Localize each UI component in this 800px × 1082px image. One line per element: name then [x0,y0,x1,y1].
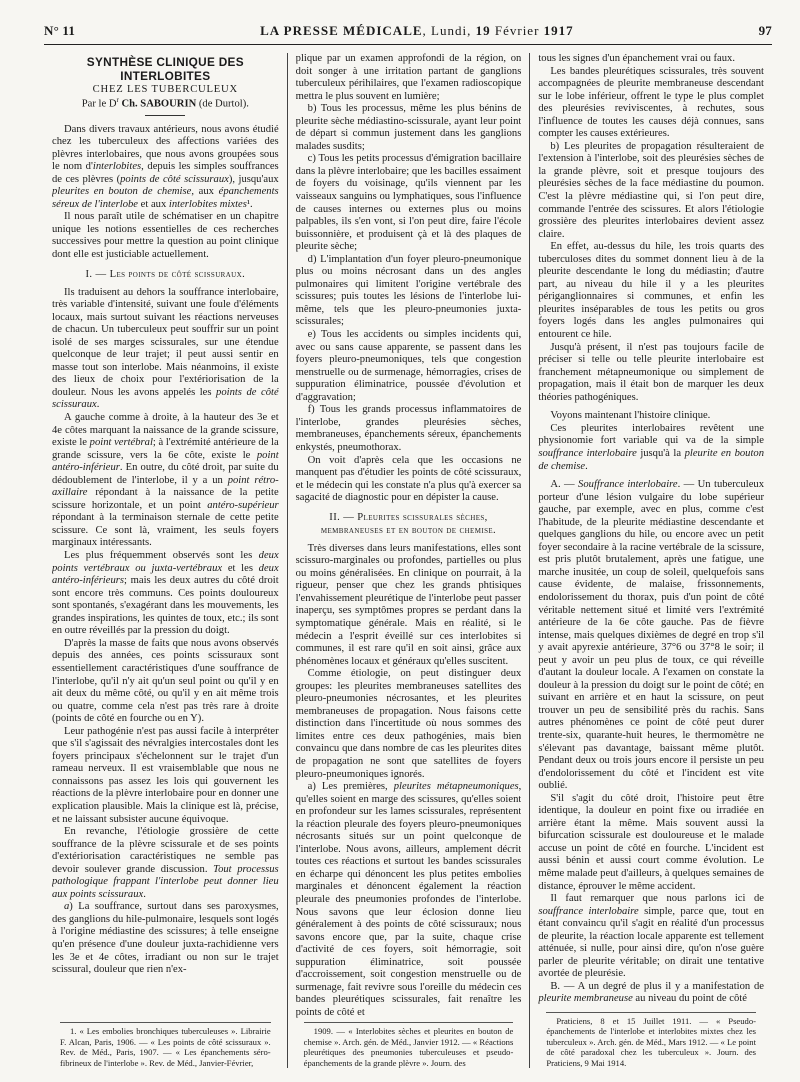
header-rule [44,44,772,45]
section-heading-2: II. — Pleurites scissurales sèches, membraneuses et en bouton de chemise. [320,511,497,536]
date-year: 1917 [543,23,574,38]
paragraph: plique par un examen approfondi de la région, on doit songer à une irritation partant de ganglions tuberculeux périhilaires, que l'examen radioscopique mettra le plus souvent en lumière; [295,53,522,102]
paragraph: En effet, au-dessus du hile, les trois quarts des tuberculoses dites du sommet donnent lieu à de la pleurite descendante le long du médiastin; d'autre part, au niveau du hile il y a les pleurites périganglionnaires si communes, et enfin les pleurites inséparables de tous les petits ou gros foyers logés dans les angles pulmonaires qui entourent ce hile. [538,241,764,341]
article-subtitle: CHEZ LES TUBERCULEUX [92,84,238,95]
page-header [44,20,772,42]
footnote-area [304,1022,514,1068]
footnote-area [60,1022,271,1068]
date-month: Février [490,23,544,38]
paragraph: A gauche comme à droite, à la hauteur des 3e et 4e côtes marquant la naissance de la grande scissure, existe le point vertébral; à l'extrémité antérieure de la grande scissure, vers la 6e côte, existe le point antéro-inférieur. En outre, du côté droit, par suite du dédoublement de l'interlobe, il y a un point rétro-axillaire répondant à la naissance de la petite scissure horizontale, et un point antéro-supérieur répondant à la terminaison sternale de cette petite scissure. Ce sont là, vraiment, les seuls foyers marginaux intéressants. [52,412,279,549]
column-2 [287,53,530,1068]
column-1 [44,53,287,1068]
paragraph: Les bandes pleurétiques scissurales, très souvent accompagnées de pleurite membraneuse descendant sur le lobe inférieur, offrent le type le plus complet des pleurésies reviviscentes, à rechutes, sous l'influence de toutes les causes déjà connues, sans compter les causes extérieures. [538,65,764,140]
paragraph: b) Les pleurites de propagation résulteraient de l'extension à l'interlobe, soit des pleurésies sèches de la grande plèvre, soit et presque toujours des pleurésies sèches de la face médiastine du poumon. C'est la plèvre médiastine qui, si l'on peut dire, commande l'entrée des scissures. Et alors l'étiologie grossière des pleurites interlobaires devient assez claire. [538,140,764,240]
date-prefix: , Lundi, [422,23,476,38]
journal-title-line [260,23,574,39]
paragraph: tous les signes d'un épanchement vrai ou faux. [538,53,735,64]
paragraph: Leur pathogénie n'est pas aussi facile à interpréter que s'il s'agissait des névralgies intercostales dont les foyers principaux s'échelonnent sur le trajet d'un rameau nerveux. Il est vraisemblable que nous ne connaissons pas assez les lois qui gouvernent les réactions de la plèvre interlobaire pour en donner une explication plausible. Mais la clinique est là, précise, et ne laissant subsister aucune équivoque. [52,725,279,825]
footnote-area [546,1012,756,1068]
paragraph: D'après la masse de faits que nous avons observés depuis des années, ces points scissuraux sont essentiellement caractéristiques d'une souffrance de l'interlobe, qu'il n'y ait qu'un seul point ou qu'il y en ait deux du même côté, ou qu'il y en ait même trois ou quatre, comme cela n'est pas très rare à droite (points de côté en fourche ou en Y). [52,637,279,725]
paragraph: Ils traduisent au dehors la souffrance interlobaire, très variable d'intensité, suivant une foule d'éléments locaux, mais surtout suivant les réactions nerveuses de chacun. Un tuberculeux peut souffrir sur un point isolé de ses marges scissurales, sur une étendue quelconque de leur trajet; il peut aussi sentir en masse tout son interlobe. Mais néanmoins, il existe des lieux de choix pour l'extériorisation de la douleur. Nous les avons appelés les points de côté scissuraux. [52,286,279,411]
paragraph: Voyons maintenant l'histoire clinique. [550,410,711,422]
paragraph: S'il s'agit du côté droit, l'histoire peut être identique, la douleur en point fixe ou irradiée en arrière étant la même. Mais souvent aussi la bifurcation scissurale est douloureuse et le malade accuse un point de côté en fourche. L'incident est aussi bénin et aussi court comme évolution. Le même malade peut d'ailleurs, à quelques semaines de distance, éprouver le même accident. [538,792,764,892]
footnote: 1. « Les embolies bronchiques tuberculeuses ». Librairie F. Alcan, Paris, 1906. — « Les points de côté scissuraux ». Rev. de Méd., Paris, 1907. — « Les épanchements séro-fibrineux de l'interlobe ». Rev. de Méd., Janvier-Février, [60,1026,271,1068]
paragraph: Très diverses dans leurs manifestations, elles sont scissuro-marginales ou profondes, partielles ou plus ou moins généralisées. En clinique on pourrait, à la rigueur, penser que chez les grands phtisiques l'envahissement pleurétique de l'interlobe peut passer inaperçu, ses symptômes propres se perdant dans la symptomatique générale. Mais en réalité, si le médecin a l'esprit éveillé sur ces interlobites si communes, il est rare qu'il en soit ainsi, grâce aux phénomènes locaux et généraux qu'elles suscitent. [295,542,522,667]
page-number: 97 [758,23,772,38]
paragraph: d) L'implantation d'un foyer pleuro-pneumonique plus ou moins nécrosant dans un des angles pulmonaires qui limitent l'origine vertébrale des scissures; puis toutes les lésions de l'interlobe lui-même, tels que les pleuro-pneumonies juxta-scissurales; [295,253,522,328]
paragraph: Jusqu'à présent, il n'est pas toujours facile de préciser si telle ou telle pleurite interlobaire est franchement métapneumonique ou simplement de propagation, mais il était bon de marquer les deux théories pathogéniques. [538,341,764,403]
paragraph: On voit d'après cela que les occasions ne manquent pas d'étudier les points de côté scissuraux, et le médecin qui les constate n'a plus qu'à exercer sa sagacité de diagnostic pour en dépister la cause. [295,454,522,504]
column-3 [529,53,772,1068]
section-heading-1: I. — Les points de côté scissuraux. [85,268,246,280]
article-title: SYNTHÈSE CLINIQUE DES INTERLOBITES [86,55,244,83]
date-day: 19 [475,23,491,38]
footnote: Praticiens, 8 et 15 Juillet 1911. — « Pseudo-épanchements de l'interlobe et interlobites mixtes chez les tuberculeux ». Arch. gén. de Méd., Mars 1912. — « Le point de côté paradoxal chez les tuberculeux ». Journ. des Praticiens, 9 Mai 1914. [546,1015,756,1068]
paragraph: a) Les premières, pleurites métapneumoniques, qu'elles soient en marge des scissures, qu'elles soient en profondeur sur les lames scissurales, représentent la réaction pleurale des foyers pleuro-pneumoniques nécrosants situés sur un point quelconque de l'interlobe. Nous avons, ailleurs, amplement décrit toutes ces réactions et surtout les bandes scissurales en écharpe qui dénoncent les plus petites embolies marginales et dénoncent également la réaction pleurale des pneumonies profondes de l'interlobe. Nous savons que leur éclosion donne lieu généralement à des points de côté scissuraux; nous savons encore que, par la suite, chaque crise d'activité de ces foyers, soit hémorragie, soit suppuration éliminatrice, soit poussée d'accroissement, soit congestion menstruelle ou de surmenage, fait revivre sous l'oreille du médecin ces bandes pleurétiques scissurales, fait renaître les points de côté et [295,781,522,1018]
paragraph: Les plus fréquemment observés sont les deux points vertébraux ou juxta-vertébraux et les deux antéro-inférieurs; mais les deux autres du côté droit sont encore très communs. Ces points douloureux sont spontanés, s'exagérant dans les mouvements, les grandes inspirations, les quintes de toux, etc.; ils sont en outre réveillés par la pression du doigt. [52,550,279,637]
paragraph: c) Tous les petits processus d'émigration bacillaire dans la plèvre interlobaire; que les bacilles essaiment de foyers du voisinage, qu'ils viennent par les vaisseaux sanguins ou lymphatiques, sous l'influence de causes internes ou externes plus ou moins palpables, ils s'en vont, si l'on peut dire, faire l'école buissonnière, et produisent çà et là des plaques de pleurite sèche; [295,153,522,253]
article-columns [44,53,772,1068]
paragraph: En revanche, l'étiologie grossière de cette souffrance de la plèvre scissurale et de ses points d'extériorisation caractéristiques ne semble pas devoir soulever grande discussion. Tout processus pathologique frappant l'interlobe peut donner lieu aux points scissuraux. [52,826,279,900]
issue-number: N° 11 [44,23,76,38]
title-rule [145,115,185,116]
article-byline: Par le $D^r$ Ch. SABOURIN (de Durtol). [81,96,249,110]
paragraph: Il faut remarquer que nous parlons ici de souffrance interlobaire simple, parce que, tout en étant convaincu qu'il s'agit en réalité d'un processus de pleurite, la réaction locale apparente est tellement atténuée, si nulle, pour ainsi dire, qu'on n'ose guère parler de pleurite véritable; on dirait une tentative avortée de pleurésie. [538,893,764,980]
paragraph: A. — Souffrance interlobaire. — Un tuberculeux porteur d'une lésion vulgaire du lobe supérieur gauche, par exemple, avec en plus, comme c'est l'habitude, de la pleurite médiastine descendante et quelques ganglions du hile, ou encore avec un petit foyer secondaire à la racine vertébrale de la scissure, est pris plutôt brutalement, après une fatigue, une marche inusitée, un coup de soleil, quelquefois sans cause évidente, de malaise, frissonnements, endolorissement du thorax, puis d'un point de côté véritable nettement situé et limité vers l'extrémité antérieure de la 6e côte gauche. Pas de fièvre intense, mais quelques dixièmes de degré en trop s'il y avait apyrexie antérieure, 37°6 ou 37°8 le soir; il peut y avoir un peu plus de toux, ce qui réveille d'autant la douleur locale. A l'examen on constate la douleur à la pression du doigt sur le point de côté; en suivant en arrière et en haut la scissure, on peut trouver un peu de sensibilité près du rachis. Sans autres phénomènes ce point de côté peut durer trente-six, quarante-huit heures, le thermomètre ne s'élevant pas davantage, baissant même plutôt. Pendant deux ou trois jours encore il persiste un peu d'endolorissement du côté et l'incident est vite oublié. [538,479,764,792]
paragraph: a) La souffrance, surtout dans ses paroxysmes, des ganglions du hile-pulmonaire, lesquels sont logés à l'origine médiastine des scissures; à telle enseigne qu'en présence d'une douleur juxta-rachidienne vers les 3e et 4e côtes, irradiant ou non sur le trajet scissural, douleur que rien n'ex- [52,901,279,976]
paragraph: e) Tous les accidents ou simples incidents qui, avec ou sans cause apparente, se passent dans les foyers pleuro-pneumoniques, tels que congestion menstruelle ou de surmenage, hémorragies, crises de suppuration éliminatrice, poussée d'évolution et d'aggravation; [295,329,522,403]
paragraph: B. — A un degré de plus il y a manifestation de pleurite membraneuse au niveau du point de côté [538,980,764,1005]
paragraph: Dans divers travaux antérieurs, nous avons étudié chez les tuberculeux des affections variées des plèvres interlobaires, que nous avons groupées sous le nom d'interlobites, depuis les simples souffrances de ces plèvres (points de côté scissuraux), jusqu'aux pleurites en bouton de chemise, aux épanchements séreux de l'interlobe et aux interlobites mixtes¹. [52,123,279,210]
paragraph: f) Tous les grands processus inflammatoires de l'interlobe, grandes pleurésies sèches, membraneuses, épanchements séreux, épanchements enkystés, pneumothorax. [295,404,522,453]
paragraph: b) Tous les processus, même les plus bénins de pleurite sèche médiastino-scissurale, ayant leur point de départ si commun justement dans les ganglions malades susdits; [295,103,522,152]
paragraph: Il nous paraît utile de schématiser en un chapitre unique les notions essentielles de ces recherches successives pour mettre la question au point clinique dont elle est justiciable actuellement. [52,211,279,260]
paragraph: Comme étiologie, on peut distinguer deux groupes: les pleurites membraneuses satellites des pleuro-pneumonies nécrosantes, et les pleurites membraneuses de propagation. Nous faisons cette distinction dans l'incertitude où nous sommes des limites entre ces deux pathogénies, mais bien convaincu que dans nombre de cas les pleurites dites de propagation ne sont que satellites de foyers pleuro-pneumoniques ignorés. [295,668,522,780]
paragraph: Ces pleurites interlobaires revêtent une physionomie fort variable qui va de la simple souffrance interlobaire jusqu'à la pleurite en bouton de chemise. [538,422,764,472]
footnote: 1909. — « Interlobites sèches et pleurites en bouton de chemise ». Arch. gén. de Méd., Janvier 1912. — « Réactions pleurétiques des pneumonies tuberculeuses et pseudo-épanchements de la grande plèvre ». Journ. des [303,1026,514,1068]
journal-name: LA PRESSE MÉDICALE [260,23,423,38]
